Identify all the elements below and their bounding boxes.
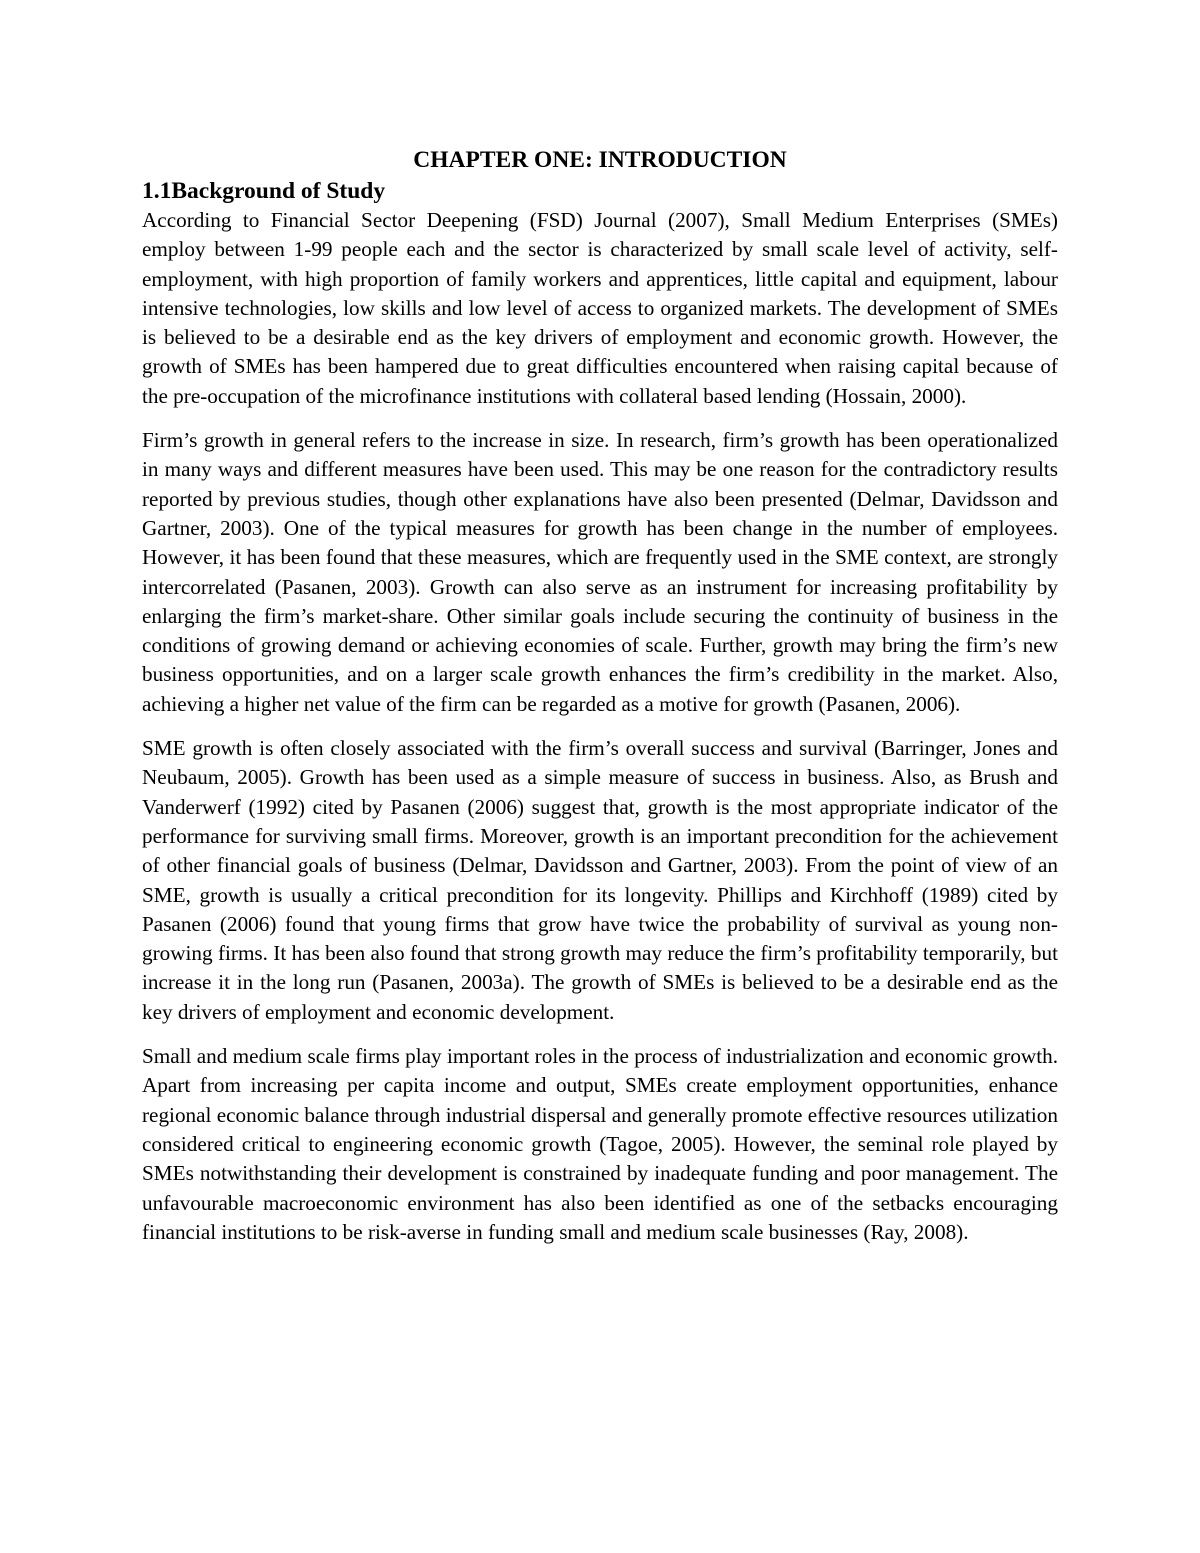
- section-heading: 1.1Background of Study: [142, 178, 386, 204]
- chapter-title: CHAPTER ONE: INTRODUCTION: [413, 147, 787, 173]
- document-page: [142, 140, 1058, 1262]
- paragraph-sme-growth: SME growth is often closely associated with the firm’s overall success and survival (Barringer, Jones and Neubaum, 2005). Growth has been used as a simple measure of success in business. Also, as Brush and Vanderwerf (1992) cited by Pasanen (2006) suggest that, growth is the most appropriate indicator of the performance for surviving small firms. Moreover, growth is an important precondition for the achievement of other financial goals of business (Delmar, Davidsson and Gartner, 2003). From the point of view of an SME, growth is usually a critical precondition for its longevity. Phillips and Kirchhoff (1989) cited by Pasanen (2006) found that young firms that grow have twice the probability of survival as young non-growing firms. It has been also found that strong growth may reduce the firm’s profitability temporarily, but increase it in the long run (Pasanen, 2003a). The growth of SMEs is believed to be a desirable end as the key drivers of employment and economic development.: [142, 736, 1058, 1024]
- paragraph-small-medium-firms: Small and medium scale firms play important roles in the process of industrialization and economic growth. Apart from increasing per capita income and output, SMEs create employment opportunities, enhance regional economic balance through industrial dispersal and generally promote effective resources utilization considered critical to engineering economic growth (Tagoe, 2005). However, the seminal role played by SMEs notwithstanding their development is constrained by inadequate funding and poor management. The unfavourable macroeconomic environment has also been identified as one of the setbacks encouraging financial institutions to be risk-averse in funding small and medium scale businesses (Ray, 2008).: [142, 1044, 1058, 1244]
- paragraph-background: According to Financial Sector Deepening (FSD) Journal (2007), Small Medium Enterprises (SMEs) employ between 1-99 people each and the sector is characterized by small scale level of activity, self-employment, with high proportion of family workers and apprentices, little capital and equipment, labour intensive technologies, low skills and low level of access to organized markets. The development of SMEs is believed to be a desirable end as the key drivers of employment and economic growth. However, the growth of SMEs has been hampered due to great difficulties encountered when raising capital because of the pre-occupation of the microfinance institutions with collateral based lending (Hossain, 2000).: [142, 208, 1058, 408]
- paragraph-firm-growth: Firm’s growth in general refers to the increase in size. In research, firm’s growth has been operationalized in many ways and different measures have been used. This may be one reason for the contradictory results reported by previous studies, though other explanations have also been presented (Delmar, Davidsson and Gartner, 2003). One of the typical measures for growth has been change in the number of employees. However, it has been found that these measures, which are frequently used in the SME context, are strongly intercorrelated (Pasanen, 2003). Growth can also serve as an instrument for increasing profitability by enlarging the firm’s market-share. Other similar goals include securing the continuity of business in the conditions of growing demand or achieving economies of scale. Further, growth may bring the firm’s new business opportunities, and on a larger scale growth enhances the firm’s credibility in the market. Also, achieving a higher net value of the firm can be regarded as a motive for growth (Pasanen, 2006).: [142, 428, 1058, 716]
